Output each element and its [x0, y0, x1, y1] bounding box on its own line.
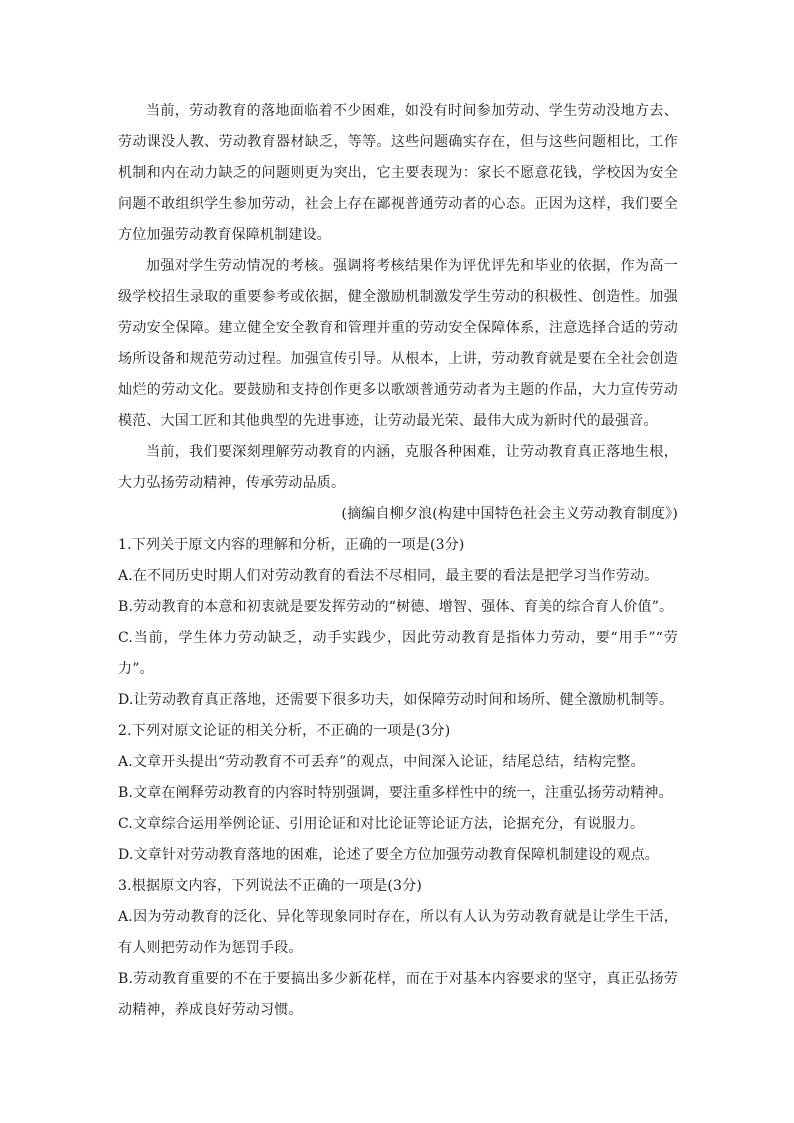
- question-2-option-c: C.文章综合运用举例论证、引用论证和对比论证等论证方法，论据充分，有说服力。: [118, 816, 645, 832]
- question-2-option-a: A.文章开头提出“劳动教育不可丢弃”的观点，中间深入论证，结尾总结，结构完整。: [118, 754, 645, 770]
- question-1-stem: 1.下列关于原文内容的理解和分析，正确的一项是(3分): [118, 537, 465, 553]
- question-2-option-d: D.文章针对劳动教育落地的困难，论述了要全方位加强劳动教育保障机制建设的观点。: [118, 847, 659, 863]
- passage-paragraph-2: 加强对学生劳动情况的考核。强调将考核结果作为评优评先和毕业的依据，作为高一级学校招生录取的重要参考或依据，健全激励机制激发学生劳动的积极性、创造性。加强劳动安全保障。建立健全安全教育和管理并重的劳动安全保障体系，注意选择合适的劳动场所设备和规范劳动过程。加强宣传引导。从根本，上讲，劳动教育就是要在全社会创造灿烂的劳动文化。要鼓励和支持创作更多以歌颂普通劳动者为主题的作品，大力宣传劳动模范、大国工匠和其他典型的先进事迹，让劳动最光荣、最伟大成为新时代的最强音。: [118, 258, 678, 429]
- question-3-stem: 3.根据原文内容，下列说法不正确的一项是(3分): [118, 878, 422, 894]
- passage-paragraph-1: 当前，劳动教育的落地面临着不少困难，如没有时间参加劳动、学生劳动没地方去、劳动课没人教、劳动教育器材缺乏，等等。这些问题确实存在，但与这些问题相比，工作机制和内在动力缺乏的问题则更为突出，它主要表现为：家长不愿意花钱，学校因为安全问题不敢组织学生参加劳动，社会上存在鄙视普通劳动者的心态。正因为这样，我们要全方位加强劳动教育保障机制建设。: [118, 103, 678, 243]
- passage-paragraph-3: 当前，我们要深刻理解劳动教育的内涵，克服各种困难，让劳动教育真正落地生根，大力弘扬劳动精神，传承劳动品质。: [118, 444, 678, 491]
- document-body: [118, 96, 678, 1026]
- question-2-option-b: B.文章在阐释劳动教育的内容时特别强调，要注重多样性中的统一，注重弘扬劳动精神。: [118, 785, 673, 801]
- question-1-option-d: D.让劳动教育真正落地，还需要下很多功夫，如保障劳动时间和场所、健全激励机制等。: [118, 692, 674, 708]
- question-1-option-a: A.在不同历史时期人们对劳动教育的看法不尽相同，最主要的看法是把学习当作劳动。: [118, 568, 659, 584]
- question-1-option-c: C.当前，学生体力劳动缺乏，动手实践少，因此劳动教育是指体力劳动，要“用手”“劳力”。: [118, 630, 678, 677]
- passage-source: (摘编自柳夕浪(构建中国特色社会主义劳动教育制度》): [341, 506, 678, 522]
- question-3-option-b: B.劳动教育重要的不在于要搞出多少新花样，而在于对基本内容要求的坚守，真正弘扬劳动精神，养成良好劳动习惯。: [118, 971, 678, 1018]
- question-1-option-b: B.劳动教育的本意和初衷就是要发挥劳动的“树德、增智、强体、育美的综合育人价值”。: [118, 599, 674, 615]
- question-3-option-a: A.因为劳动教育的泛化、异化等现象同时存在，所以有人认为劳动教育就是让学生干活，有人则把劳动作为惩罚手段。: [118, 909, 678, 956]
- question-2-stem: 2.下列对原文论证的相关分析，不正确的一项是(3分): [118, 723, 451, 739]
